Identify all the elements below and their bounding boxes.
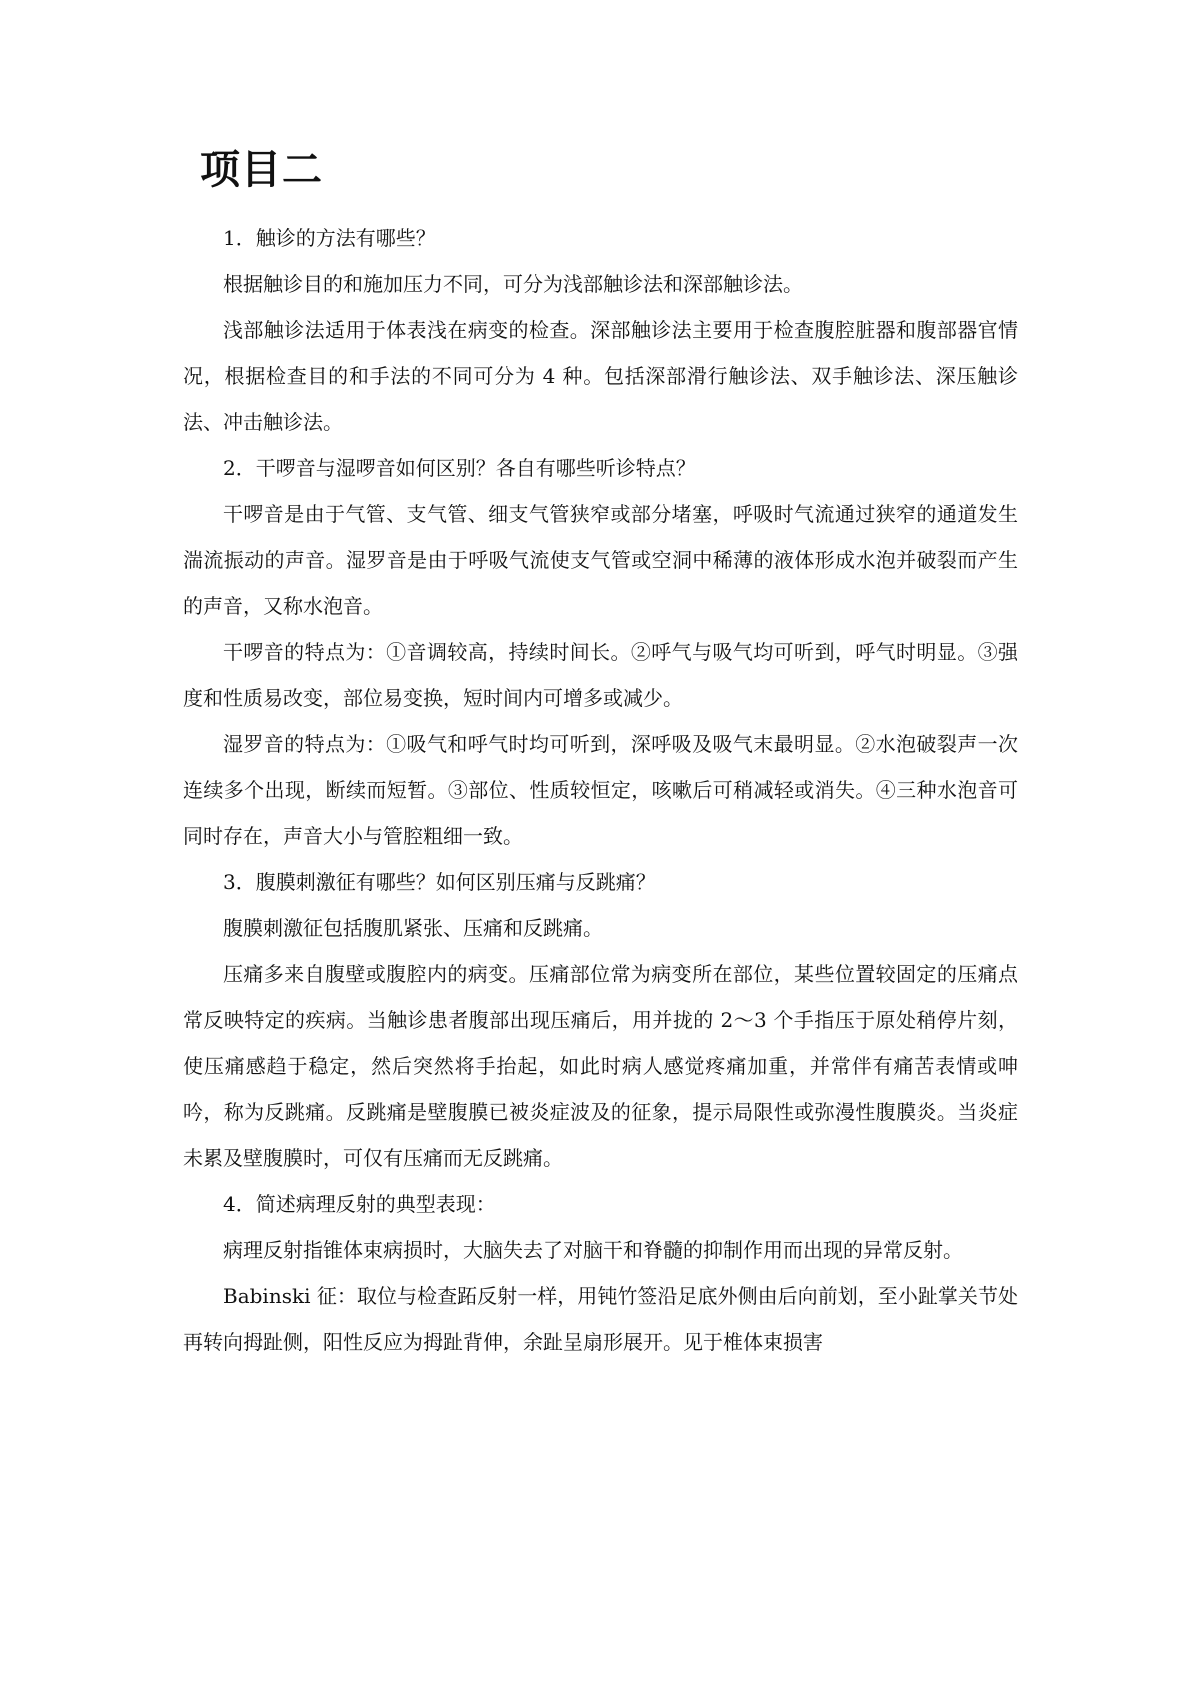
page-title: 项目二 <box>200 147 323 193</box>
answer-paragraph: 腹膜刺激征包括腹肌紧张、压痛和反跳痛。 <box>223 916 603 940</box>
answer-paragraph: 根据触诊目的和施加压力不同，可分为浅部触诊法和深部触诊法。 <box>223 272 803 296</box>
document-body <box>183 215 1018 1365</box>
answer-paragraph: 压痛多来自腹壁或腹腔内的病变。压痛部位常为病变所在部位，某些位置较固定的压痛点常反映特定的疾病。当触诊患者腹部出现压痛后，用并拢的 2～3 个手指压于原处稍停片刻，使压痛感趋于稳定，然后突然将手抬起，如此时病人感觉疼痛加重，并常伴有痛苦表情或呻吟，称为反跳痛。反跳痛是壁腹膜已被炎症波及的征象，提示局限性或弥漫性腹膜炎。当炎症未累及壁腹膜时，可仅有压痛而无反跳痛。 <box>183 962 1018 1170</box>
answer-paragraph: 病理反射指锥体束病损时，大脑失去了对脑干和脊髓的抑制作用而出现的异常反射。 <box>223 1238 963 1262</box>
answer-paragraph: 湿罗音的特点为：①吸气和呼气时均可听到，深呼吸及吸气末最明显。②水泡破裂声一次连续多个出现，断续而短暂。③部位、性质较恒定，咳嗽后可稍减轻或消失。④三种水泡音可同时存在，声音大小与管腔粗细一致。 <box>183 732 1018 848</box>
question-1: 1．触诊的方法有哪些？ <box>223 226 436 250</box>
question-4: 4．简述病理反射的典型表现： <box>223 1192 496 1216</box>
answer-paragraph: Babinski 征：取位与检查跖反射一样，用钝竹签沿足底外侧由后向前划，至小趾掌关节处再转向拇趾侧，阳性反应为拇趾背伸，余趾呈扇形展开。见于椎体束损害 <box>183 1284 1018 1354</box>
question-2: 2．干啰音与湿啰音如何区别？各自有哪些听诊特点？ <box>223 456 696 480</box>
answer-paragraph: 浅部触诊法适用于体表浅在病变的检查。深部触诊法主要用于检查腹腔脏器和腹部器官情况，根据检查目的和手法的不同可分为 4 种。包括深部滑行触诊法、双手触诊法、深压触诊法、冲击触诊法。 <box>183 318 1018 434</box>
answer-paragraph: 干啰音是由于气管、支气管、细支气管狭窄或部分堵塞，呼吸时气流通过狭窄的通道发生湍流振动的声音。湿罗音是由于呼吸气流使支气管或空洞中稀薄的液体形成水泡并破裂而产生的声音，又称水泡音。 <box>183 502 1018 618</box>
question-3: 3．腹膜刺激征有哪些？如何区别压痛与反跳痛？ <box>223 870 656 894</box>
answer-paragraph: 干啰音的特点为：①音调较高，持续时间长。②呼气与吸气均可听到，呼气时明显。③强度和性质易改变，部位易变换，短时间内可增多或减少。 <box>183 640 1018 710</box>
